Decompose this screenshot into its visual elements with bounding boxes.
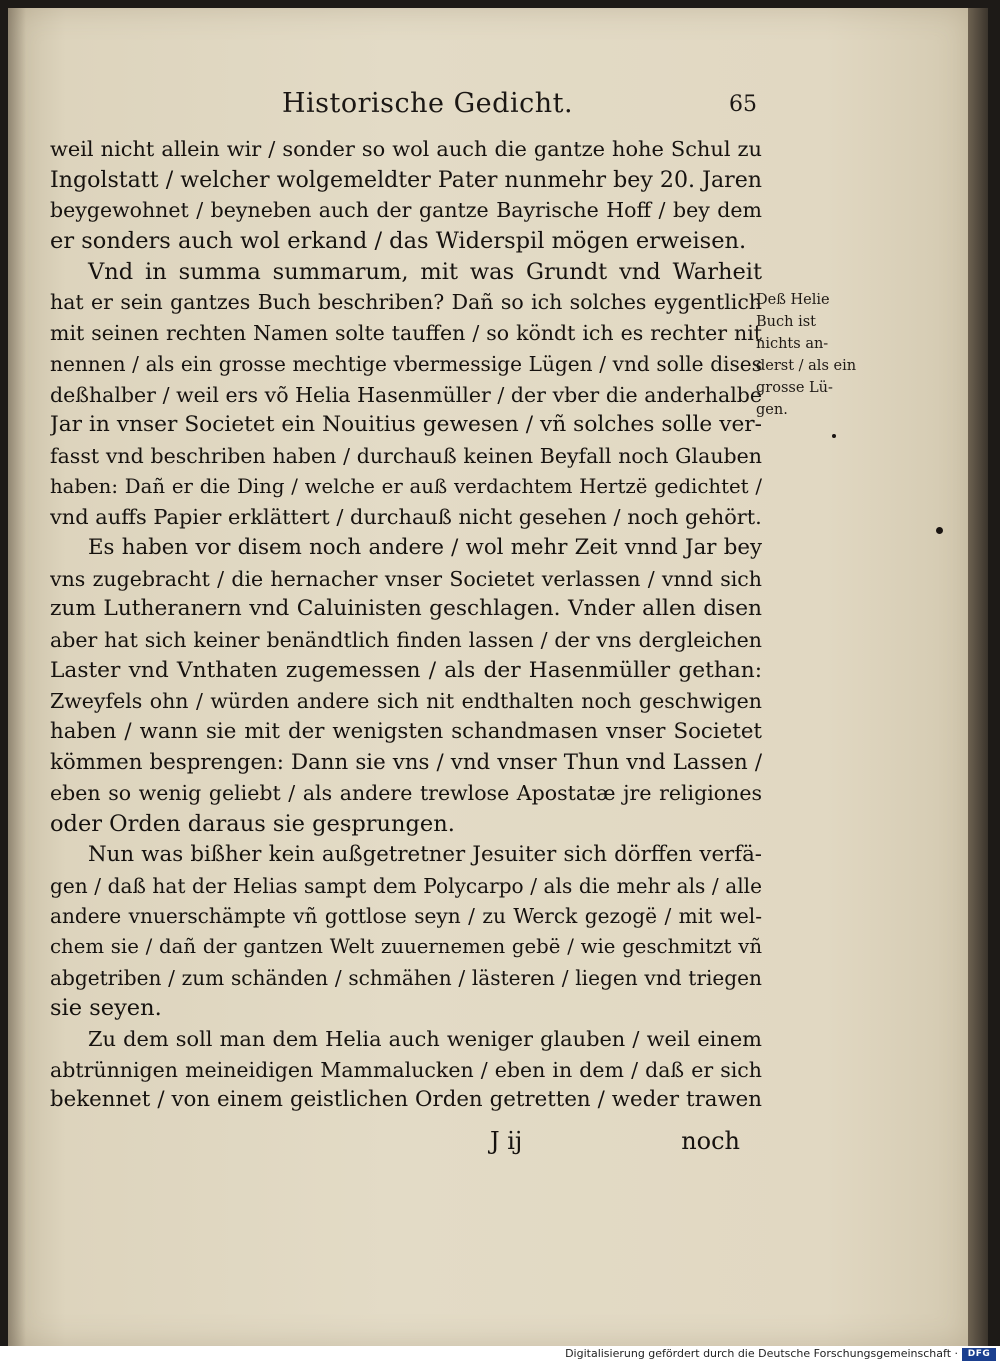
- text-line: kömmen besprengen: Dann sie vns / vnd vnser Thun vnd Lassen /: [50, 749, 762, 775]
- text-line: weil nicht allein wir / sonder so wol auch die gantze hohe Schul zu: [50, 137, 762, 161]
- text-line: hat er sein gantzes Buch beschriben? Dañ so ich solches eygentlich: [50, 290, 762, 315]
- text-line: vnd auffs Papier erklättert / durchauß nicht gesehen / noch gehört.: [50, 505, 762, 530]
- marginal-note-line: Buch ist: [756, 314, 816, 330]
- text-line: chem sie / dañ der gantzen Welt zuuernemen gebë / wie geschmitzt vñ: [50, 934, 762, 958]
- ink-speck: [832, 434, 836, 438]
- text-line: haben / wann sie mit der wenigsten schandmasen vnser Societet: [50, 719, 762, 745]
- text-line: gen / daß hat der Helias sampt dem Polycarpo / als die mehr als / alle: [50, 873, 762, 898]
- text-line: fasst vnd beschriben haben / durchauß keinen Beyfall noch Glauben: [50, 443, 762, 468]
- text-line: oder Orden daraus sie gesprungen.: [50, 811, 455, 838]
- text-line: abgetriben / zum schänden / schmähen / lästeren / liegen vnd triegen: [50, 965, 762, 990]
- signature-mark: J ij: [490, 1127, 523, 1155]
- text-line: eben so wenig geliebt / als andere trewlose Apostatæ jre religiones: [50, 781, 762, 806]
- marginal-note-line: derst / als ein: [756, 358, 857, 374]
- page-footer-line: [490, 1127, 740, 1159]
- text-line: nennen / als ein grosse mechtige vbermessige Lügen / vnd solle dises: [50, 351, 762, 376]
- marginal-note: [756, 289, 876, 421]
- text-line: Ingolstatt / welcher wolgemeldter Pater nunmehr bey 20. Jaren: [50, 166, 762, 193]
- marginal-note-line: Deß Helie: [756, 292, 830, 308]
- text-line: vns zugebracht / die hernacher vnser Societet verlassen / vnnd sich: [50, 566, 762, 591]
- text-line: zum Lutheranern vnd Caluinisten geschlagen. Vnder allen disen: [50, 596, 762, 622]
- text-line: Es haben vor disem noch andere / wol mehr Zeit vnnd Jar bey: [88, 534, 762, 560]
- text-line: abtrünnigen meineidigen Mammalucken / eben in dem / daß er sich: [50, 1057, 762, 1082]
- dfg-logo[interactable]: DFG: [962, 1348, 996, 1361]
- page-gutter-shadow: [8, 8, 26, 1346]
- text-line: bekennet / von einem geistlichen Orden getretten / weder trawen: [50, 1087, 762, 1113]
- catchword: noch: [681, 1127, 740, 1155]
- marginal-note-line: gen.: [756, 402, 788, 418]
- running-head: Historische Gedicht.: [282, 88, 574, 119]
- page-number: 65: [729, 92, 757, 117]
- text-line: andere vnuerschämpte vñ gottlose seyn / zu Werck gezogë / mit wel-: [50, 904, 762, 929]
- text-line: beygewohnet / beyneben auch der gantze Bayrische Hoff / bey dem: [50, 198, 762, 223]
- text-line: Jar in vnser Societet ein Nouitius gewesen / vñ solches solle ver-: [50, 412, 762, 438]
- text-line: Zu dem soll man dem Helia auch weniger glauben / weil einem: [88, 1026, 762, 1051]
- text-line: Vnd in summa summarum, mit was Grundt vnd Warheit: [88, 258, 762, 285]
- text-line: haben: Dañ er die Ding / welche er auß verdachtem Hertzë gedichtet /: [50, 474, 762, 498]
- marginal-note-line: nichts an-: [756, 336, 829, 352]
- text-line: Nun was bißher kein außgetretner Jesuiter sich dörffen verfä-: [88, 841, 762, 867]
- text-line: deßhalber / weil ers võ Helia Hasenmüller / der vber die anderhalbe: [50, 382, 762, 407]
- text-line: sie seyen.: [50, 995, 162, 1022]
- text-line: er sonders auch wol erkand / das Widerspil mögen erweisen.: [50, 228, 747, 255]
- text-line: mit seinen rechten Namen solte tauffen / so köndt ich es rechter nit: [50, 321, 762, 346]
- page-edge: [968, 8, 988, 1346]
- ink-speck: [936, 527, 943, 534]
- text-line: Zweyfels ohn / würden andere sich nit endthalten noch geschwigen: [50, 689, 762, 714]
- body-text: [50, 134, 762, 1116]
- text-line: aber hat sich keiner benändtlich finden lassen / der vns dergleichen: [50, 628, 762, 652]
- digitization-credit: Digitalisierung gefördert durch die Deutsche Forschungsgemeinschaft ·: [565, 1347, 958, 1360]
- text-line: Laster vnd Vnthaten zugemessen / als der Hasenmüller gethan:: [50, 657, 762, 683]
- digitization-credit-bar: [0, 1346, 1000, 1363]
- marginal-note-line: grosse Lü-: [756, 380, 833, 396]
